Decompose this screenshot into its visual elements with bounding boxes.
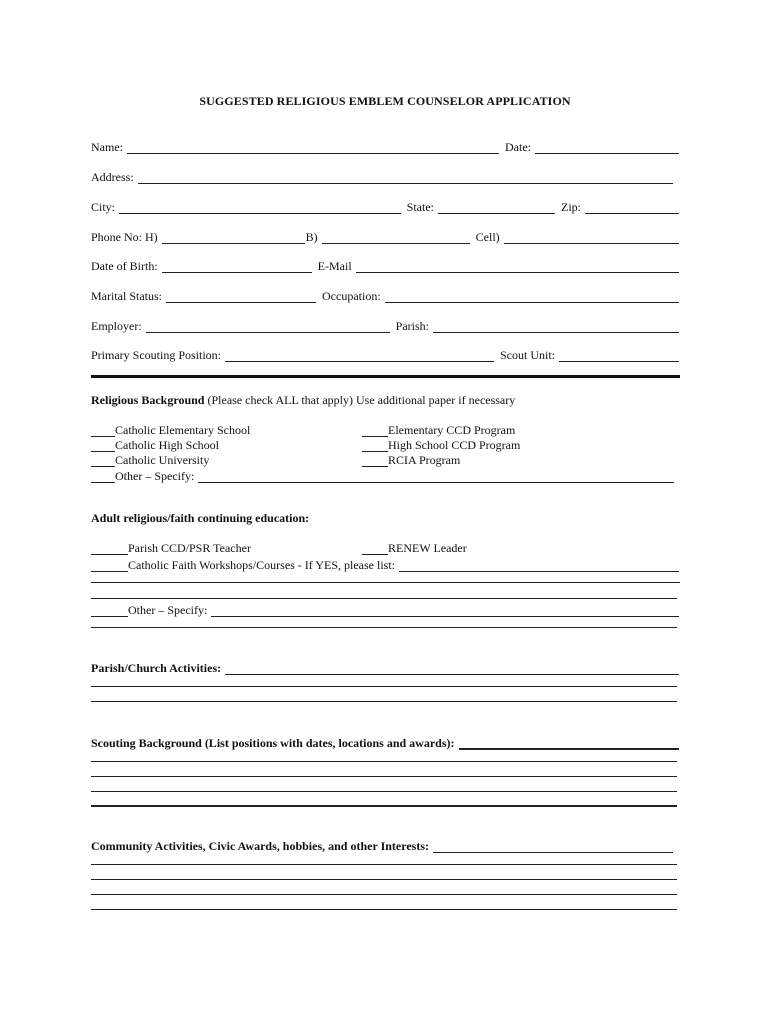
name-label: Name: (91, 140, 123, 154)
check-blank[interactable] (362, 455, 388, 467)
phone-business-label: B) (305, 230, 318, 244)
checkbox-renew-leader[interactable] (362, 541, 467, 555)
checkbox-label: Elementary CCD Program (388, 423, 516, 437)
parish-activities-heading: Parish/Church Activities: (91, 661, 222, 675)
address-field[interactable] (138, 171, 673, 184)
state-label: State: (406, 200, 434, 214)
scouting-background-row (91, 734, 679, 750)
address-label: Address: (91, 170, 134, 184)
marital-occupation-row (91, 287, 679, 303)
phone-home-label: Phone No: H) (91, 230, 158, 244)
scouting-background-heading: Scouting Background (List positions with dates, locations and awards): (91, 736, 455, 750)
community-field[interactable] (433, 840, 673, 853)
scouting-line-1[interactable] (91, 761, 677, 762)
parish-label: Parish: (395, 319, 429, 333)
checkbox-label: RCIA Program (388, 453, 461, 467)
check-blank[interactable] (91, 560, 128, 572)
religious-other-label: Other – Specify: (115, 469, 195, 483)
phone-home-field[interactable] (162, 231, 305, 244)
employer-label: Employer: (91, 319, 142, 333)
phone-cell-label: Cell) (475, 230, 500, 244)
check-blank[interactable] (91, 425, 115, 437)
adult-other-field[interactable] (211, 604, 679, 617)
check-blank[interactable] (91, 455, 115, 467)
check-blank[interactable] (91, 605, 128, 617)
occupation-field[interactable] (385, 290, 679, 303)
checkbox-label: Parish CCD/PSR Teacher (128, 541, 251, 555)
religious-background-note: (Please check ALL that apply) Use additional paper if necessary (207, 393, 516, 407)
section-divider (91, 375, 680, 378)
phone-cell-field[interactable] (504, 231, 679, 244)
scouting-background-field[interactable] (459, 736, 679, 750)
scouting-line-4[interactable] (91, 805, 677, 807)
checkbox-elementary-ccd[interactable] (362, 423, 515, 437)
religious-background-heading (91, 393, 515, 407)
workshops-row (91, 556, 679, 572)
religious-other-row (91, 467, 674, 483)
employer-parish-row (91, 317, 679, 333)
adult-other-label: Other – Specify: (128, 603, 208, 617)
primary-position-field[interactable] (225, 349, 494, 362)
form-title: SUGGESTED RELIGIOUS EMBLEM COUNSELOR APPLICATION (199, 94, 571, 108)
city-field[interactable] (119, 201, 401, 214)
check-blank[interactable] (91, 471, 115, 483)
workshops-label: Catholic Faith Workshops/Courses - If YES, please list: (128, 558, 396, 572)
adult-education-heading (91, 511, 309, 525)
community-row (91, 837, 673, 853)
zip-field[interactable] (585, 201, 679, 214)
check-blank[interactable] (362, 543, 388, 555)
community-line-3[interactable] (91, 894, 677, 895)
email-field[interactable] (356, 260, 679, 273)
state-field[interactable] (438, 201, 555, 214)
address-row (91, 168, 679, 184)
adult-other-row (91, 601, 679, 617)
phone-row (91, 228, 679, 244)
dob-email-row (91, 257, 679, 273)
check-blank[interactable] (362, 425, 388, 437)
checkbox-catholic-high-school[interactable] (91, 438, 219, 452)
scouting-position-row (91, 346, 679, 362)
check-blank[interactable] (91, 543, 128, 555)
city-state-zip-row (91, 198, 679, 214)
name-date-row (91, 138, 679, 154)
marital-label: Marital Status: (91, 289, 162, 303)
primary-position-label: Primary Scouting Position: (91, 348, 222, 362)
scout-unit-field[interactable] (559, 349, 679, 362)
zip-label: Zip: (561, 200, 581, 214)
check-blank[interactable] (362, 440, 388, 452)
adult-other-line[interactable] (91, 627, 677, 628)
workshops-field[interactable] (399, 559, 679, 572)
parish-activities-field[interactable] (225, 662, 679, 675)
employer-field[interactable] (146, 320, 390, 333)
parish-activities-line-2[interactable] (91, 701, 677, 702)
dob-label: Date of Birth: (91, 259, 158, 273)
checkbox-rcia[interactable] (362, 453, 460, 467)
religious-background-title: Religious Background (91, 393, 205, 407)
scouting-line-2[interactable] (91, 776, 677, 777)
date-label: Date: (505, 140, 531, 154)
workshops-line-2[interactable] (91, 598, 677, 599)
adult-education-title: Adult religious/faith continuing education: (91, 511, 310, 525)
community-heading: Community Activities, Civic Awards, hobbies, and other Interests: (91, 839, 430, 853)
phone-business-field[interactable] (322, 231, 470, 244)
checkbox-catholic-university[interactable] (91, 453, 209, 467)
checkbox-label: High School CCD Program (388, 438, 521, 452)
checkbox-parish-ccd-teacher[interactable] (91, 541, 251, 555)
workshops-line-1[interactable] (91, 582, 680, 583)
community-line-1[interactable] (91, 864, 677, 865)
occupation-label: Occupation: (322, 289, 381, 303)
checkbox-label: RENEW Leader (388, 541, 467, 555)
scout-unit-label: Scout Unit: (499, 348, 555, 362)
checkbox-label: Catholic University (115, 453, 210, 467)
name-field[interactable] (127, 141, 499, 154)
check-blank[interactable] (91, 440, 115, 452)
community-line-4[interactable] (91, 909, 677, 910)
checkbox-label: Catholic High School (115, 438, 219, 452)
marital-field[interactable] (166, 290, 316, 303)
email-label: E-Mail (317, 259, 352, 273)
parish-activities-line-1[interactable] (91, 686, 677, 687)
parish-activities-row (91, 659, 679, 675)
community-line-2[interactable] (91, 879, 677, 880)
city-label: City: (91, 200, 116, 214)
dob-field[interactable] (162, 260, 312, 273)
checkbox-label: Catholic Elementary School (115, 423, 251, 437)
checkbox-catholic-elementary[interactable] (91, 423, 250, 437)
scouting-line-3[interactable] (91, 791, 677, 792)
date-field[interactable] (535, 141, 679, 154)
religious-other-field[interactable] (198, 470, 674, 483)
checkbox-high-school-ccd[interactable] (362, 438, 520, 452)
parish-field[interactable] (433, 320, 679, 333)
